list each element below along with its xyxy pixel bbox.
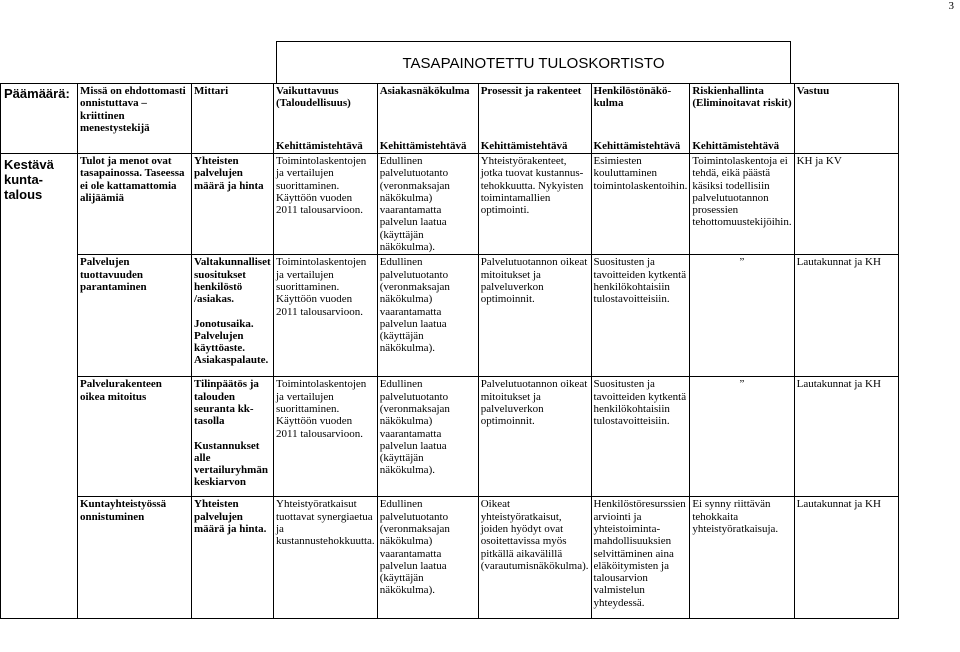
vastuu-cell: Lautakunnat ja KH (794, 377, 898, 497)
prosessit-cell: Palvelutuotannon oikeat mitoitukset ja palveluverkon optimoinnit. (478, 255, 591, 377)
ditto-mark: ” (739, 256, 745, 269)
mittari-cell (192, 377, 274, 497)
mittari-cell: Yhteisten palvelujen määrä ja hinta. (192, 497, 274, 619)
kehittamistehtava-label: Kehittämistehtävä (276, 139, 363, 152)
factor-cell: Palvelurakenteen oikea mitoitus (78, 377, 192, 497)
table-row (1, 377, 899, 497)
henkilosto-cell: Suositusten ja tavoitteiden kytkentä henkilökohtaisiin tulostavoitteisiin. (591, 377, 690, 497)
kehittamistehtava-label: Kehittämistehtävä (379, 139, 467, 152)
asiakas-cell: Edullinen palvelutuotanto (veronmaksajan näkökulma) vaarantamatta palvelun laatua (käyttäjän näkökulma). (377, 255, 478, 377)
riskit-cell: Toimintolaskentoja ei tehdä, eikä päästä käsiksi todellisiin palvelutuotannon prosessien tehottomuustekijöihin. (690, 154, 794, 255)
henkilosto-cell: Esimiesten kouluttaminen toimintolaskentoihin. (591, 154, 690, 255)
kehittamistehtava-label: Kehittämistehtävä (593, 139, 681, 152)
riskit-cell (690, 377, 794, 497)
mittari-text: Tilinpäätös ja talouden seuranta kk-tasolla (194, 378, 259, 428)
prosessit-cell: Yhteistyörakenteet, jotka tuovat kustannus-tehokkuutta. Nykyisten toimintamallien optimointi. (478, 154, 591, 255)
factor-cell: Tulot ja menot ovat tasapainossa. Taseessa ei ole kattamattomia alijäämiä (78, 154, 192, 255)
ditto-mark: ” (739, 378, 745, 391)
factor-cell: Palvelujen tuottavuuden parantaminen (78, 255, 192, 377)
mittari-text-2: Kustannukset alle vertailuryhmän keskiarvon (194, 439, 268, 489)
header-row (1, 84, 899, 154)
column-header-henkilosto (591, 84, 690, 154)
column-title: Vaikuttavuus (Taloudellisuus) (276, 85, 351, 110)
prosessit-cell: Palvelutuotannon oikeat mitoitukset ja palveluverkon optimoinnit. (478, 377, 591, 497)
henkilosto-cell: Henkilöstöresurssien arviointi ja yhteistoiminta-mahdollisuuksien selvittäminen aina eläköitymisten ja talousarvion valmistelun yhteydessä. (591, 497, 690, 619)
asiakas-cell: Edullinen palvelutuotanto (veronmaksajan näkökulma) vaarantamatta palvelun laatua (käyttäjän näkökulma). (377, 497, 478, 619)
table-row (1, 154, 899, 255)
henkilosto-cell: Suositusten ja tavoitteiden kytkentä henkilökohtaisiin tulostavoitteisiin. (591, 255, 690, 377)
vastuu-cell: Lautakunnat ja KH (794, 497, 898, 619)
column-header-prosessit (478, 84, 591, 154)
vaikuttavuus-cell: Yhteistyöratkaisut tuottavat synergiaetua ja kustannustehokkuutta. (274, 497, 378, 619)
asiakas-cell: Edullinen palvelutuotanto (veronmaksajan näkökulma) vaarantamatta palvelun laatua (käyttäjän näkökulma). (377, 154, 478, 255)
column-title: Riskienhallinta (Eliminoitavat riskit) (692, 85, 792, 110)
vaikuttavuus-cell: Toimintolaskentojen ja vertailujen suorittaminen. Käyttöön vuoden 2011 talousarvioon. (274, 377, 378, 497)
title-box (276, 41, 791, 84)
column-header-asiakas (377, 84, 478, 154)
kehittamistehtava-label: Kehittämistehtävä (480, 139, 568, 152)
page-number: 3 (948, 0, 954, 12)
column-header-vaikuttavuus (274, 84, 378, 154)
scorecard-table (0, 83, 899, 619)
table-row (1, 255, 899, 377)
mittari-text: Valtakunnalliset suositukset henkilöstö /asiakas. (194, 256, 271, 306)
vaikuttavuus-cell: Toimintolaskentojen ja vertailujen suorittaminen. Käyttöön vuoden 2011 talousarvioon. (274, 255, 378, 377)
table-row (1, 497, 899, 619)
mittari-header: Mittari (192, 84, 274, 154)
vastuu-header: Vastuu (794, 84, 898, 154)
side-label: Kestävä kunta-talous (1, 154, 78, 619)
mittari-text-2: Jonotusaika. Palvelujen käyttöaste. Asiakaspalaute. (194, 317, 269, 367)
factor-cell: Kuntayhteistyössä onnistuminen (78, 497, 192, 619)
column-header-riskit (690, 84, 794, 154)
mittari-cell (192, 255, 274, 377)
kehittamistehtava-label: Kehittämistehtävä (692, 139, 780, 152)
column-title: Prosessit ja rakenteet (480, 85, 582, 97)
riskit-cell: Ei synny riittävän tehokkaita yhteistyöratkaisuja. (690, 497, 794, 619)
paamaara-label: Päämäärä: (1, 84, 78, 154)
vaikuttavuus-cell: Toimintolaskentojen ja vertailujen suorittaminen. Käyttöön vuoden 2011 talousarvioon. (274, 154, 378, 255)
vastuu-cell: Lautakunnat ja KH (794, 255, 898, 377)
page-title: TASAPAINOTETTU TULOSKORTISTO (402, 55, 665, 72)
column-title: Asiakasnäkökulma (379, 85, 470, 97)
riskit-cell (690, 255, 794, 377)
mittari-cell: Yhteisten palvelujen määrä ja hinta (192, 154, 274, 255)
asiakas-cell: Edullinen palvelutuotanto (veronmaksajan näkökulma) vaarantamatta palvelun laatua (käyttäjän näkökulma). (377, 377, 478, 497)
vastuu-cell: KH ja KV (794, 154, 898, 255)
paamaara-header: Missä on ehdottomasti onnistuttava – kriittinen menestystekijä (78, 84, 192, 154)
prosessit-cell: Oikeat yhteistyöratkaisut, joiden hyödyt ovat osoitettavissa myös pitkällä aikavälillä (varautumisnäkökulma). (478, 497, 591, 619)
column-title: Henkilöstönäkö-kulma (593, 85, 672, 110)
